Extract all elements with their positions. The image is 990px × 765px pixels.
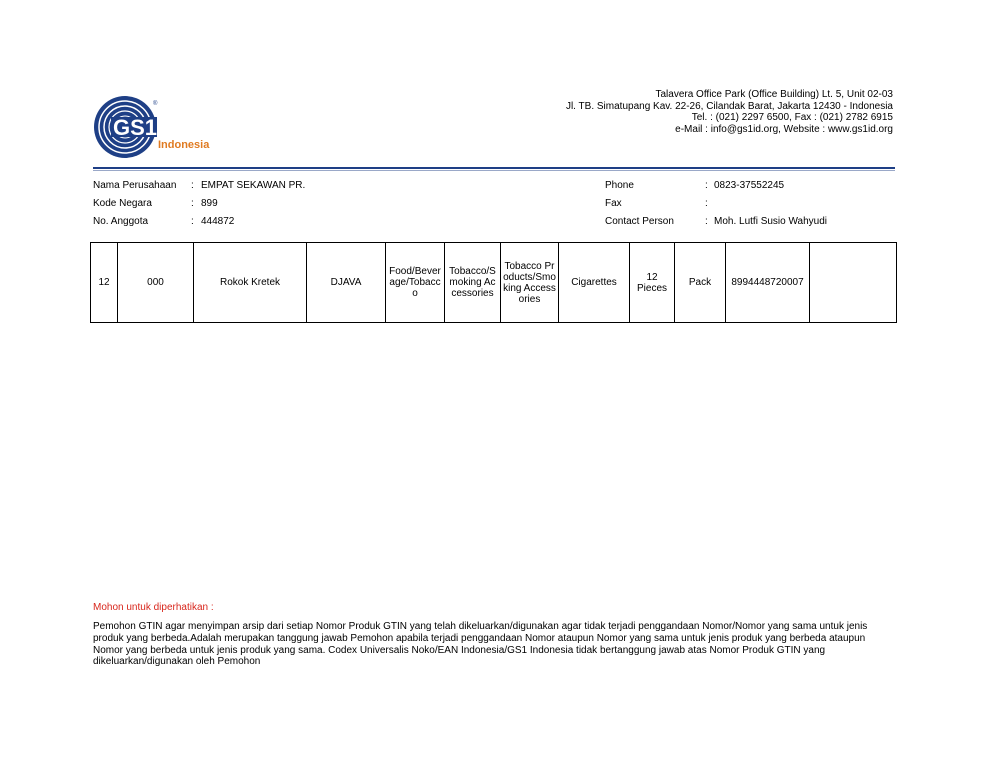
cell-segment: Food/Beverage/Tobacco [386,243,445,323]
colon: : [191,198,194,209]
anggota-value: 444872 [201,216,235,227]
anggota-label: No. Anggota [93,216,149,227]
contact-label: Contact Person [605,216,674,227]
cell-unit: Pack [675,243,726,323]
cell-class: Tobacco Products/Smoking Accessories [501,243,559,323]
address-line: Tel. : (021) 2297 6500, Fax : (021) 2782 6915 [691,112,893,123]
header-divider-thin [93,170,895,171]
address-block [566,89,893,135]
header-divider [93,167,895,169]
cell-brand: DJAVA [307,243,386,323]
table-row [91,243,897,323]
notice-body: Pemohon GTIN agar menyimpan arsip dari setiap Nomor Produk GTIN yang telah dikeluarkan/digunakan agar tidak terjadi penggandaan Nomor/Nomor yang sama untuk jenis produk yang berbeda.Adalah merupakan tanggung jawab Pemohon apabila terjadi penggandaan Nomor ataupun Nomor yang sama untuk jenis produk yang berbeda ataupun Nomor yang berbeda untuk jenis produk yang sama. Codex Universalis Noko/EAN Indonesia/GS1 Indonesia tidak bertanggung jawab atas Nomor Produk GTIN yang dikeluarkan/digunakan oleh Pemohon [93,621,868,668]
address-line: Talavera Office Park (Office Building) Lt. 5, Unit 02-03 [655,89,893,100]
colon: : [705,180,708,191]
fax-label: Fax [605,198,622,209]
product-table [90,242,897,323]
cell-family: Tobacco/Smoking Accessories [445,243,501,323]
svg-text:®: ® [153,101,158,107]
cell-gtin: 8994448720007 [726,243,810,323]
gs1-logo-icon [93,95,223,165]
gs1-logo [93,95,223,165]
nama-label: Nama Perusahaan [93,180,177,191]
cell-product: Rokok Kretek [194,243,307,323]
phone-value: 0823-37552245 [714,180,785,191]
colon: : [191,180,194,191]
address-line: Jl. TB. Simatupang Kav. 22-26, Cilandak Barat, Jakarta 12430 - Indonesia [565,100,893,112]
logo-subtitle: Indonesia [158,139,210,151]
kode-label: Kode Negara [93,198,152,209]
colon: : [705,198,708,209]
notice-title: Mohon untuk diperhatikan : [93,602,214,613]
logo-mark-text: GS1 [113,115,158,140]
cell-code: 000 [118,243,194,323]
cell-no: 12 [91,243,118,323]
phone-label: Phone [605,180,634,191]
colon: : [191,216,194,227]
contact-value: Moh. Lutfi Susio Wahyudi [714,216,828,227]
address-line: e-Mail : info@gs1id.org, Website : www.gs1id.org [675,123,893,135]
cell-brick: Cigarettes [559,243,630,323]
cell-qty: 12 Pieces [630,243,675,323]
kode-value: 899 [201,198,218,209]
nama-value: EMPAT SEKAWAN PR. [201,180,306,191]
colon: : [705,216,708,227]
cell-extra [810,243,897,323]
